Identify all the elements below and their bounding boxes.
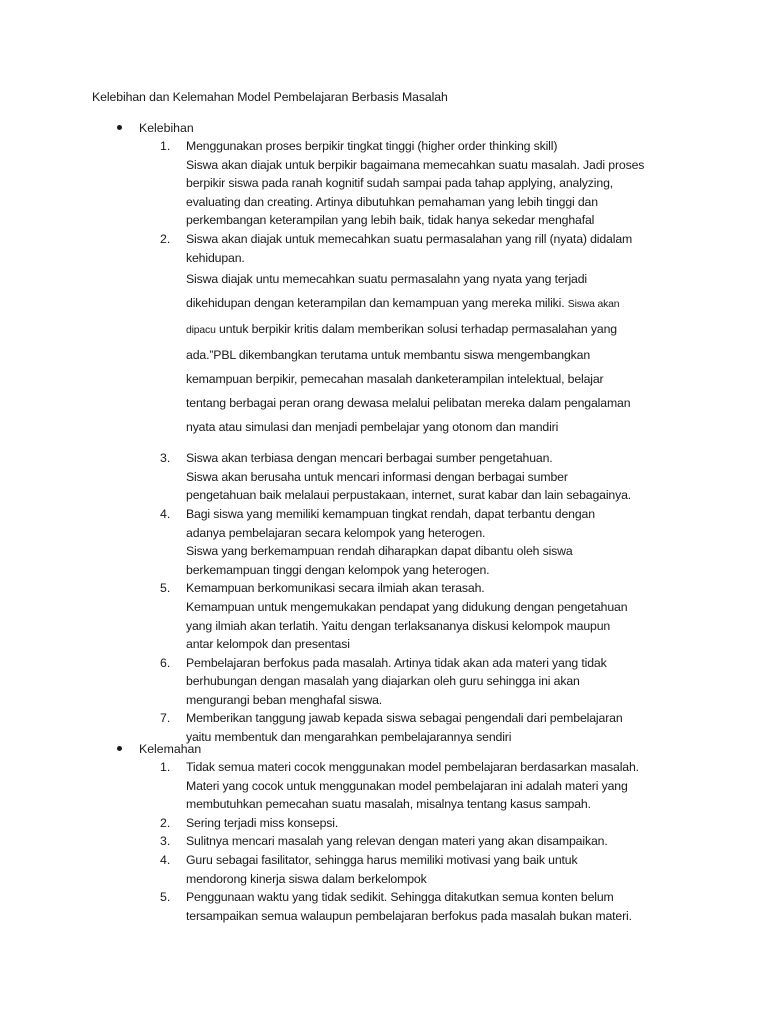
list-item bbox=[0, 832, 768, 851]
item-number: 6. bbox=[160, 655, 171, 670]
item-line: membutuhkan pemecahan suatu masalah, misalnya tentang kasus sampah. bbox=[186, 797, 591, 812]
item-line: Penggunaan waktu yang tidak sedikit. Sehingga ditakutkan semua konten belum bbox=[186, 890, 614, 905]
item-line: tentang berbagai peran orang dewasa melalui pelibatan mereka dalam pengalaman bbox=[186, 396, 631, 411]
item-line: Sering terjadi miss konsepsi. bbox=[186, 815, 339, 830]
list-item bbox=[0, 888, 768, 925]
bullet-kelemahan bbox=[0, 740, 768, 758]
item-line: Sulitnya mencari masalah yang relevan dengan materi yang akan disampaikan. bbox=[186, 834, 608, 849]
item-line: kemampuan berpikir, pemecahan masalah danketerampilan intelektual, belajar bbox=[186, 372, 604, 387]
item-number: 7. bbox=[160, 711, 171, 726]
list-item bbox=[0, 579, 768, 653]
item-number: 4. bbox=[160, 506, 171, 521]
item-number: 5. bbox=[160, 581, 171, 596]
item-line: yaitu membentuk dan mengarahkan pembelajarannya sendiri bbox=[186, 730, 512, 745]
item-line: kehidupan. bbox=[186, 250, 245, 265]
item-line: dikehidupan dengan keterampilan dan kemampuan yang mereka miliki. Siswa akan bbox=[186, 296, 620, 311]
item-line: ada.”PBL dikembangkan terutama untuk membantu siswa mengembangkan bbox=[186, 348, 591, 363]
bullet-dot-icon bbox=[117, 746, 122, 751]
item-number: 1. bbox=[160, 139, 171, 153]
item-line: Bagi siswa yang memiliki kemampuan tingkat rendah, dapat terbantu dengan bbox=[186, 506, 595, 521]
item-line: Siswa akan terbiasa dengan mencari berbagai sumber pengetahuan. bbox=[186, 451, 553, 466]
item-line: Pembelajaran berfokus pada masalah. Artinya tidak akan ada materi yang tidak bbox=[186, 655, 607, 670]
item-line: Guru sebagai fasilitator, sehingga harus memiliki motivasi yang baik untuk bbox=[186, 852, 578, 867]
item-line: mengurangi beban menghafal siswa. bbox=[186, 692, 383, 707]
list-item bbox=[0, 449, 768, 505]
section-label: Kelebihan bbox=[139, 121, 194, 135]
item-line: Memberikan tanggung jawab kepada siswa sebagai pengendali dari pembelajaran bbox=[186, 711, 623, 726]
list-item bbox=[0, 505, 768, 579]
item-number: 2. bbox=[160, 231, 171, 246]
document-title: Kelebihan dan Kelemahan Model Pembelajaran Berbasis Masalah bbox=[92, 90, 448, 104]
item-line: berpikir siswa pada ranah kognitif sudah sampai pada tahap applying, analyzing, bbox=[186, 176, 614, 191]
item-line: Kemampuan berkomunikasi secara ilmiah akan terasah. bbox=[186, 581, 485, 596]
item-number: 5. bbox=[160, 890, 171, 905]
small-text: Siswa akan bbox=[567, 299, 620, 311]
list-item bbox=[0, 851, 768, 888]
item-line: evaluating dan creating. Artinya dibutuhkan pemahaman yang lebih tinggi dan bbox=[186, 194, 598, 209]
item-line: mendorong kinerja siswa dalam berkelompok bbox=[186, 871, 427, 886]
item-line: pengetahuan baik melalaui perpustakaan, internet, surat kabar dan lain sebagainya. bbox=[186, 488, 632, 503]
item-line: Siswa akan diajak untuk berpikir bagaimana memecahkan suatu masalah. Jadi proses bbox=[186, 157, 645, 172]
item-number: 3. bbox=[160, 834, 171, 849]
item-line: Menggunakan proses berpikir tingkat tinggi (higher order thinking skill) bbox=[186, 139, 558, 153]
item-line: antar kelompok dan presentasi bbox=[186, 637, 350, 652]
item-line: Tidak semua materi cocok menggunakan model pembelajaran berdasarkan masalah. bbox=[186, 760, 639, 774]
small-text: dipacu bbox=[186, 325, 216, 337]
item-line: Materi yang cocok untuk menggunakan model pembelajaran ini adalah materi yang bbox=[186, 778, 628, 793]
item-line: Kemampuan untuk mengemukakan pendapat yang didukung dengan pengetahuan bbox=[186, 599, 628, 614]
list-item bbox=[0, 814, 768, 833]
item-number: 4. bbox=[160, 852, 171, 867]
item-line: Siswa yang berkemampuan rendah diharapkan dapat dibantu oleh siswa bbox=[186, 544, 573, 559]
item-number: 2. bbox=[160, 815, 171, 830]
list-item bbox=[0, 758, 768, 814]
section-kelemahan bbox=[0, 740, 768, 925]
item-line: nyata atau simulasi dan menjadi pembelajar yang otonom dan mandiri bbox=[186, 420, 559, 435]
item-line: berkemampuan tinggi dengan kelompok yang heterogen. bbox=[186, 562, 490, 577]
item-line: dipacu untuk berpikir kritis dalam memberikan solusi terhadap permasalahan yang bbox=[186, 322, 617, 337]
item-number: 3. bbox=[160, 451, 171, 466]
list-item bbox=[0, 230, 768, 439]
item-number: 1. bbox=[160, 760, 171, 774]
bullet-dot-icon bbox=[117, 125, 122, 130]
item-line: perkembangan keterampilan yang lebih baik, tidak hanya sekedar menghafal bbox=[186, 213, 595, 228]
item-line: Siswa diajak untu memecahkan suatu permasalahn yang nyata yang terjadi bbox=[186, 272, 588, 287]
list-item bbox=[0, 137, 768, 230]
section-kelebihan bbox=[0, 119, 768, 747]
section-label: Kelemahan bbox=[139, 742, 202, 756]
item-line: Siswa akan berusaha untuk mencari informasi dengan berbagai sumber bbox=[186, 469, 568, 484]
item-line: tersampaikan semua walaupun pembelajaran berfokus pada masalah bukan materi. bbox=[186, 908, 632, 923]
item-line: berhubungan dengan masalah yang diajarkan oleh guru sehingga ini akan bbox=[186, 674, 580, 689]
item-line: adanya pembelajaran secara kelompok yang heterogen. bbox=[186, 525, 486, 540]
list-item bbox=[0, 654, 768, 710]
item-line: yang ilmiah akan terlatih. Yaitu dengan terlaksananya diskusi kelompok maupun bbox=[186, 618, 611, 633]
bullet-kelebihan bbox=[0, 119, 768, 137]
item-line: Siswa akan diajak untuk memecahkan suatu permasalahan yang rill (nyata) didalam bbox=[186, 231, 633, 246]
